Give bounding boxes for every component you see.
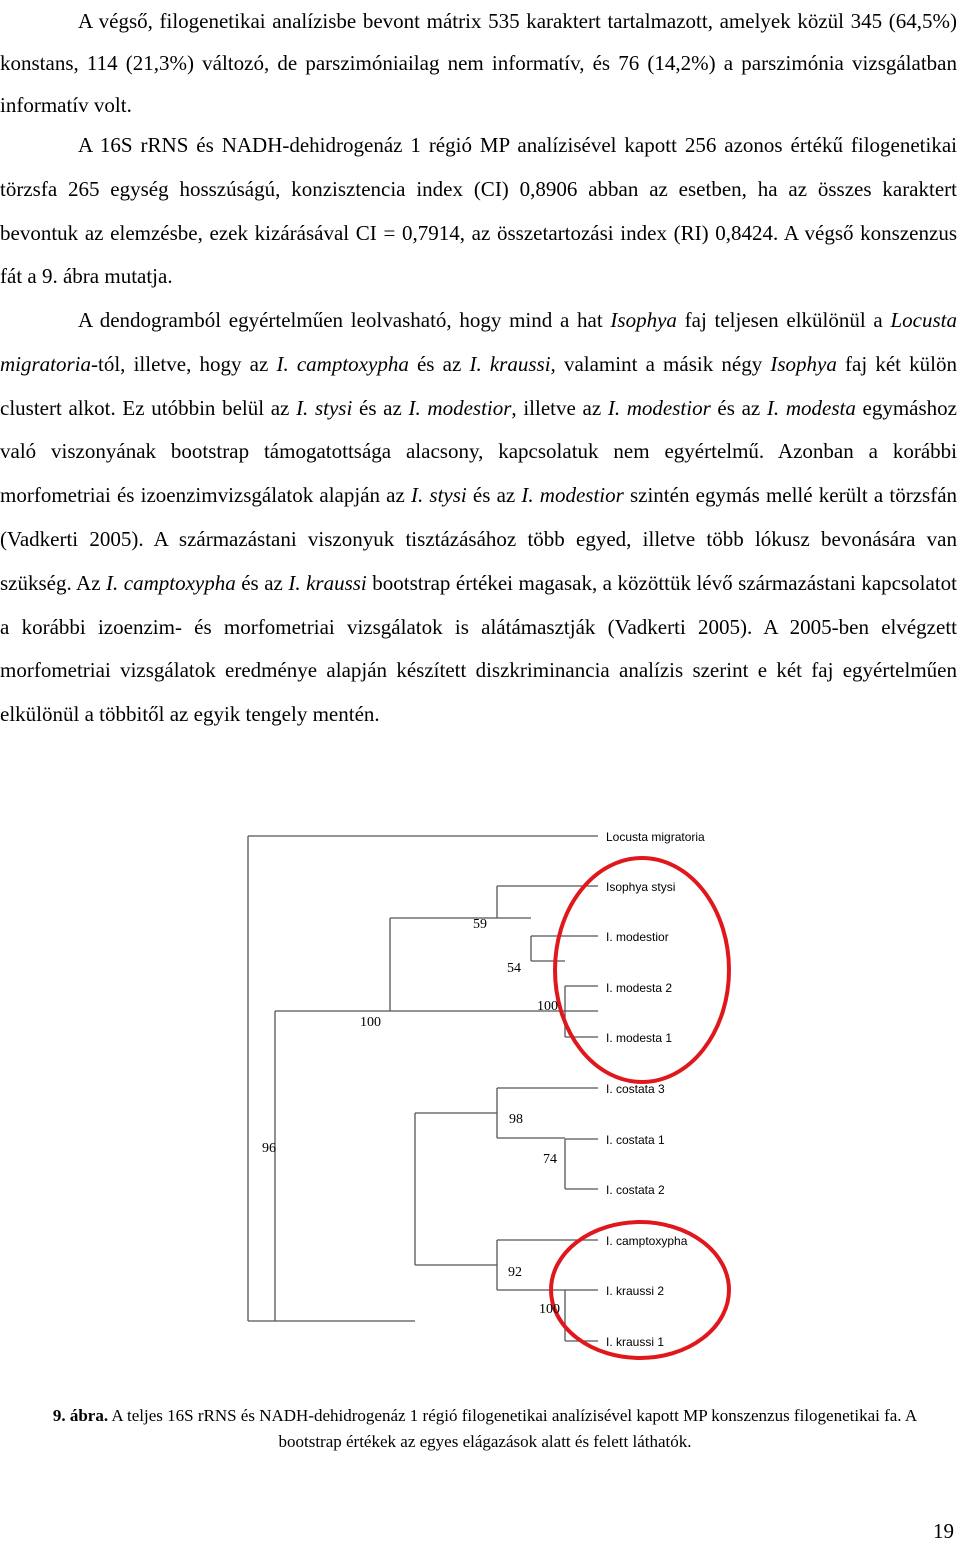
bootstrap-value: 98 (509, 1112, 523, 1127)
leaf-label: I. modesta 2 (606, 981, 673, 995)
page-number: 19 (933, 1519, 954, 1543)
text-run: és az (408, 351, 470, 376)
text-run: és az (466, 483, 522, 508)
tree-branch (565, 1139, 598, 1189)
text-run: egymáshoz való viszonyának bootstrap támogatottsága alacsony, kapcsolatuk nem egyértelmű. Azonban a korábbi morfometriai és izoenzimvizsgálatok alapján az (0, 395, 957, 508)
text-run: faj teljesen elkülönül a (676, 308, 891, 332)
tree-branch (275, 1011, 415, 1321)
paragraph-dendrogram (0, 299, 957, 737)
paragraph-tree-stats (0, 124, 957, 299)
taxon-name: I. modestior (607, 395, 711, 420)
text-run: és az (235, 570, 289, 595)
leaf-label: I. modestior (606, 930, 669, 944)
bootstrap-value: 92 (508, 1265, 522, 1280)
taxon-name: Isophya (770, 351, 837, 376)
bootstrap-value: 100 (537, 999, 558, 1014)
paragraph-matrix (0, 0, 957, 126)
paragraph-text (0, 299, 957, 737)
leaf-label: I. kraussi 2 (606, 1284, 665, 1298)
leaf-label: Isophya stysi (606, 880, 676, 894)
figure-caption (40, 1403, 930, 1455)
leaf-label: I. costata 3 (606, 1082, 665, 1096)
taxon-name: I. camptoxypha (276, 351, 409, 376)
caption-text: A teljes 16S rRNS és NADH-dehidrogenáz 1 régió filogenetikai analízisével kapott MP konszenzus filogenetikai fa. A bootstrap értékek az egyes elágazások alatt és felett láthatók. (108, 1406, 918, 1451)
taxon-name: I. stysi (296, 395, 353, 420)
paragraph-text: A végső, filogenetikai analízisbe bevont mátrix 535 karaktert tartalmazott, amelyek közül 345 (64,5%) konstans, 114 (21,3%) változó, de parszimóniailag nem informatív, és 76 (14,2%) a parszimónia vizsgálatban informatív volt. (0, 9, 957, 117)
leaf-label: Locusta migratoria (606, 830, 705, 844)
text-run: szintén egymás mellé került a törzsfán (Vadkerti 2005). A származástani viszonyuk tisztázásához több egyed, illetve több lókusz bevonására van szükség. Az (0, 483, 958, 595)
bootstrap-value: 54 (507, 961, 521, 976)
phylogenetic-tree (0, 820, 960, 1400)
text-run: -tól, illetve, hogy az (91, 351, 277, 376)
tree-branch (531, 936, 598, 961)
bootstrap-value: 100 (360, 1015, 381, 1030)
taxon-name: I. camptoxypha (106, 570, 236, 595)
paragraph-text: A 16S rRNS és NADH-dehidrogenáz 1 régió MP analízisével kapott 256 azonos értékű filogenetikai törzsfa 265 egység hosszúságú, konzisztencia index (CI) 0,8906 abban az esetben, ha az összes karaktert bevontuk az elemzésbe, ezek kizárásával CI = 0,7914, az összetartozási index (RI) 0,8424. A végső konszenzus fát a 9. ábra mutatja. (0, 133, 957, 289)
taxon-name: I. modestior (521, 483, 624, 508)
taxon-name: I. kraussi, (469, 351, 556, 376)
leaf-label: I. costata 1 (606, 1133, 665, 1147)
bootstrap-value: 59 (473, 917, 487, 932)
text-run: faj két külön clustert alkot. Ez utóbbin belül az (0, 351, 957, 420)
leaf-label: I. costata 2 (606, 1183, 665, 1197)
taxon-name: I. stysi (411, 483, 467, 508)
text-run: és az (352, 395, 409, 420)
text-run: , illetve az (511, 395, 608, 420)
taxon-name: I. kraussi (288, 570, 367, 595)
taxon-name: Isophya (610, 308, 677, 332)
leaf-label: I. kraussi 1 (606, 1335, 665, 1349)
leaf-label: I. modesta 1 (606, 1031, 673, 1045)
text-run: és az (710, 395, 767, 420)
tree-branch (415, 1113, 497, 1265)
text-run: A dendogramból egyértelműen leolvasható, hogy mind a hat (78, 308, 611, 332)
bootstrap-value: 74 (543, 1152, 557, 1167)
tree-branch (248, 836, 598, 1321)
taxon-name: I. modestior (408, 395, 512, 420)
bootstrap-value: 100 (539, 1302, 560, 1317)
figure-label: 9. ábra. (52, 1406, 109, 1425)
leaf-label: I. camptoxypha (606, 1234, 688, 1248)
bootstrap-value: 96 (262, 1141, 276, 1156)
text-run: valamint a másik négy (555, 351, 771, 376)
taxon-name: Locusta migratoria (0, 308, 957, 376)
taxon-name: I. modesta (766, 395, 856, 420)
text-run: bootstrap értékei magasak, a közöttük lévő származástani kapcsolatot a korábbi izoenzim- és morfometriai vizsgálatok is alátámasztják (Vadkerti 2005). A 2005-ben elvégzett morfometriai vizsgálatok eredménye alapján készített diszkriminancia analízis szerint e két faj egyértelműen elkülönül a többitől az egyik tengely mentén. (0, 570, 957, 727)
